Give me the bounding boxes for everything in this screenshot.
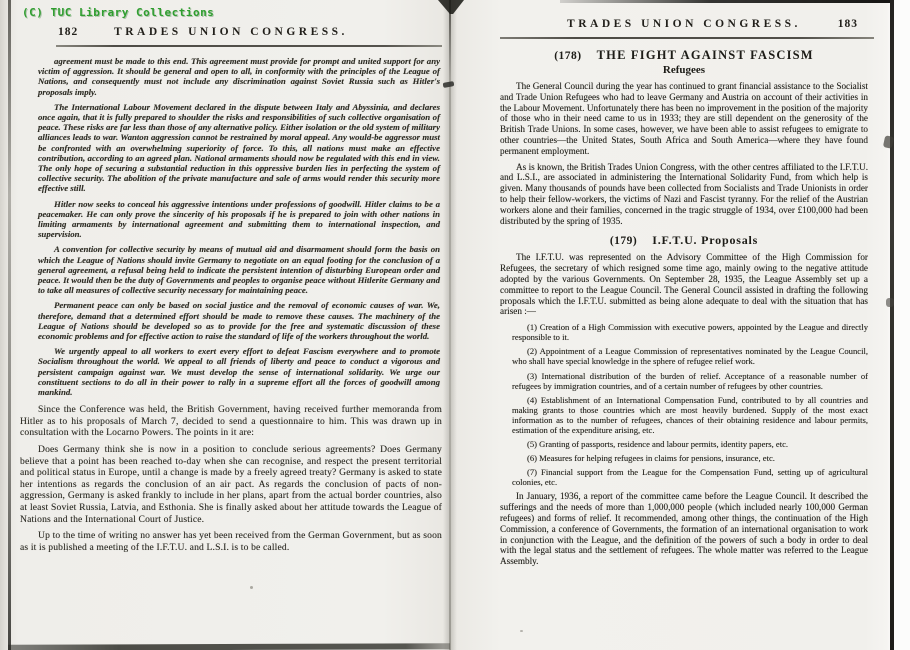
section-178-heading xyxy=(500,48,868,63)
body-text-left xyxy=(20,404,442,553)
running-head-right: TRADES UNION CONGRESS. xyxy=(567,18,801,30)
section-178-title: THE FIGHT AGAINST FASCISM xyxy=(596,48,814,62)
paragraph: (3) International distribution of the burden of relief. Acceptance of a reasonable number of refugees by immigration countries, and of a certain number of refugees by other countries. xyxy=(512,370,868,391)
paragraph: (2) Appointment of a League Commission of representatives nominated by the League Council, who shall have special knowledge in the sphere of refugee relief work. xyxy=(512,346,868,367)
paragraph: Hitler now seeks to conceal his aggressive intentions under professions of goodwill. Hitler claims to be a peacemaker. He can only prove the sincerity of his proposals if he is prepared to join with other nations in limiting armaments by international agreement and submitting them to international inspection, and supervision. xyxy=(38,198,440,240)
page-183 xyxy=(452,0,894,650)
running-head-left: TRADES UNION CONGRESS. xyxy=(114,26,348,38)
paragraph: (5) Granting of passports, residence and labour permits, identity papers, etc. xyxy=(527,439,789,450)
section-178-body xyxy=(500,81,868,226)
paragraph: (7) Financial support from the League for the Compensation Fund, setting up of agricultural colonies, etc. xyxy=(512,467,868,488)
paragraph: (1) Creation of a High Commission with executive powers, appointed by the League and directly responsible to it. xyxy=(512,322,868,343)
paragraph: A convention for collective security by means of mutual aid and disarmament should form the basis on which the League of Nations should invite Germany to negotiate on an equal footing for the conclusion of a general agreement, a refusal being held to indicate the persistent intention of disturbing European order and peace. It would then be the duty of Governments and peoples to organise peace without Hitlerite Germany and to take all measures of collective security necessary for maintaining peace. xyxy=(38,244,440,296)
iftu-proposal-list xyxy=(500,322,868,487)
paragraph: (6) Measures for helping refugees in claims for pensions, insurance, etc. xyxy=(527,453,775,464)
section-178-subtitle: Refugees xyxy=(662,64,706,76)
paragraph: We urgently appeal to all workers to exert every effort to defeat Fascism everywhere and to promote Socialism throughout the world. We appeal to all friends of liberty and peace to conduct a vigorous and persistent campaign against war. We must develop the sense of international solidarity. We urge our constituent sections to do all in their power to rally in a supreme effort all the forces of goodwill among mankind. xyxy=(38,346,440,398)
scan-right-margin xyxy=(894,0,910,650)
page-header-left xyxy=(20,26,442,41)
page-header-right xyxy=(500,18,868,33)
resolution-quote-block xyxy=(38,56,440,397)
header-rule-right xyxy=(500,37,874,39)
header-rule-left xyxy=(56,45,442,47)
section-179-title: I.F.T.U. Proposals xyxy=(652,233,759,248)
page-number-182: 182 xyxy=(58,26,79,38)
paragraph: agreement must be made to this end. This agreement must provide for prompt and united support for any victim of aggression. It should be general and open to all, in conformity with the principles of the League of Nations, and consequently must not include any discrimination against Soviet Russia such as Hitler's proposals imply. xyxy=(38,56,440,97)
paragraph: Does Germany think she is now in a position to conclude serious agreements? Does Germany believe that a point has been reached to-day when she can recognise, and respect the present territorial and political status in Europe, until a change is made by a freely agreed treaty? Germany is asked to state her intentions as regards the conclusion of an air pact. As regards the conclusion of pacts of non-aggression, Germany is asked frankly to include in her plans, apart from the actual border countries, also at least Soviet Russia, Latvia, and Esthonia. She is finally asked about her attitude towards the League of Nations and the International Court of Justice. xyxy=(20,444,442,525)
paragraph: The General Council during the year has continued to grant financial assistance to the Socialist and Trade Union Refugees who had to leave Germany and Austria on account of their activities in the Labour Movement. Unfortunately there has been no improvement in the position of the majority of those who in their need came to us in 1933; they are still dependent on the generosity of the British Trade Unions. In some cases, however, we have been able to assist refugees to emigrate to other countries—the United States, South Africa and South America—where they have found permanent employment. xyxy=(500,81,868,156)
paragraph: As is known, the British Trades Union Congress, with the other centres affiliated to the I.F.T.U. and L.S.I., are associated in administering the International Solidarity Fund, from which help is given. Many thousands of pounds have been collected from Socialists and Trade Unionists in order to help their fellow-workers, the victims of Nazi and Fascist tyranny. For the relief of the Austrian workers alone and their families, concerned in the tragic struggle of 1934, over £100,000 had been distributed by the spring of 1935. xyxy=(500,161,868,226)
paragraph: Permanent peace can only be based on social justice and the removal of economic causes of war. We, therefore, demand that a determined effort should be made to remove these causes. The machinery of the League of Nations should be developed so as to provide for the free and systematic discussion of these economic problems and for effective action to raise the standard of life of the workers throughout the world. xyxy=(38,300,440,342)
paragraph: The International Labour Movement declared in the dispute between Italy and Abyssinia, and declares once again, that it is fully prepared to shoulder the risks and responsibilities of such collective organisation of peace. These risks are far less than those of any alternative policy. Either isolation or the old system of military alliances leads to war. Wanton aggression cannot be restrained by moral appeal. Any would-be aggressor must be confronted with an overwhelming superiority of force. To this, all nations must make an effective contribution, according to an agreed plan. National armaments should now be regulated with this end in view. The only hope of securing a substantial reduction in this oppressive burden lies in perfecting the system of collective security. The abolition of the private manufacture and sale of arms would render this security more effective still. xyxy=(38,101,440,194)
library-stamp-text: (C) TUC Library Collections xyxy=(22,6,215,19)
section-178-number: (178) xyxy=(554,50,582,62)
section-179-intro-paragraph: The I.F.T.U. was represented on the Advisory Committee of the High Commission for Refugees, the secretary of which resigned some time ago, mainly owing to the negative attitude adopted by the various Governments. On September 28, 1935, the League Assembly set up a committee to report to the League Council. The General Council assisted in drafting the following proposals which the I.F.T.U. submitted as being alone adequate to deal with the situation that has arisen :— xyxy=(500,252,868,317)
page-number-183: 183 xyxy=(837,18,858,30)
paragraph: (4) Establishment of an International Compensation Fund, contributed to by all countries and making grants to those countries which are most heavily burdened. Supply of the most exact information as to the number of refugees, chances of their obtaining residence and labour permits, estimation of the expenditure arising, etc. xyxy=(512,394,868,435)
paragraph: Since the Conference was held, the British Government, having received further memoranda from Hitler as to his proposals of March 7, decided to send a questionnaire to him. This was drawn up in consultation with the Locarno Powers. The points in it are: xyxy=(20,404,442,439)
section-179-number: (179) xyxy=(609,235,638,248)
section-179-closing-paragraph: In January, 1936, a report of the committee came before the League Council. It described the sufferings and the needs of more than 1,000,000 people (which included nearly 100,000 German refugees) and forms of relief. It recommended, among other things, the continuation of the High Commission, a conference of Governments, the formation of an international organisation to work in conjunction with the League, and the definition of the powers of such a body in order to deal with the legal status and the settlement of refugees. The whole matter was referred to the League Assembly. xyxy=(500,491,868,567)
section-179-heading xyxy=(500,233,868,248)
page-182 xyxy=(0,0,452,650)
paragraph: Up to the time of writing no answer has yet been received from the German Government, but as soon as it is published a meeting of the I.F.T.U. and L.S.I. is to be called. xyxy=(20,530,442,553)
